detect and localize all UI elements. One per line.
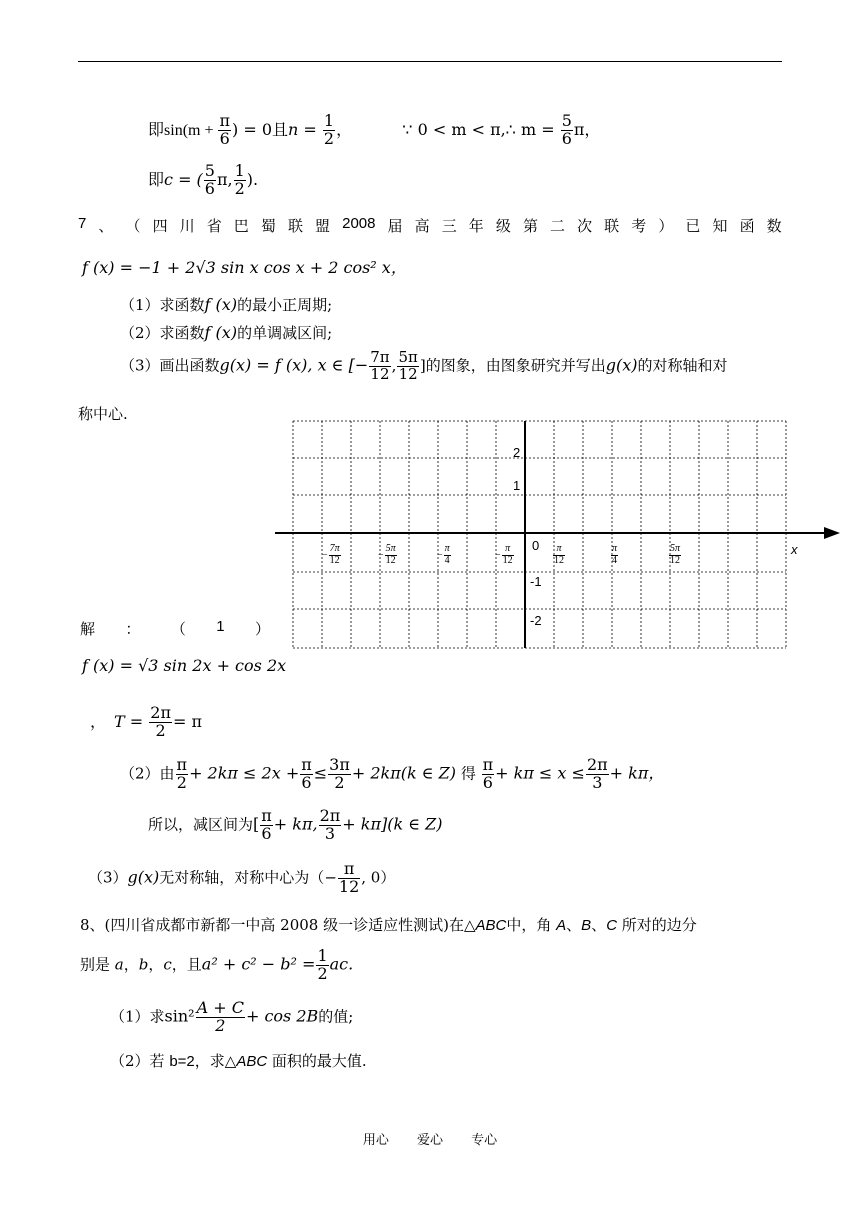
q7-heading-char: 已 <box>685 218 701 235</box>
q8-line2: 别是 a，b，c，且a² + c² − b² = $\frac{1}{2}$ ac. <box>80 946 354 983</box>
q8-part1: （1）求sin² $\frac{A + C}{2}$ + cos 2B的值; <box>110 998 354 1035</box>
x-tick-label: − $\frac{7\pi}{12}$ <box>322 543 340 566</box>
q7-heading-char: 级 <box>495 218 511 235</box>
y-label-2: 2 <box>513 445 521 460</box>
q7-heading-char: 省 <box>206 218 222 235</box>
grid-svg <box>270 418 850 653</box>
solution-heading <box>80 618 270 639</box>
q7-heading <box>78 215 782 236</box>
q7-function: f (x) = −1 + 2√3 sin x cos x + 2 cos² x， <box>82 258 407 277</box>
q7-heading-char: 7 <box>78 215 87 232</box>
page-footer <box>0 1129 860 1148</box>
q7-heading-char: 年 <box>468 218 484 235</box>
sol1-period: ， T = $\frac{2\pi}{2}$ = π <box>90 703 202 740</box>
footer-item: 爱心 <box>416 1133 443 1148</box>
solution-heading-char: ） <box>254 621 270 638</box>
x-axis-label: x <box>791 542 798 557</box>
x-tick-label: $\frac{\pi}{4}$ <box>612 543 618 566</box>
q7-heading-char: 巴 <box>233 218 249 235</box>
q7-heading-char: 盟 <box>315 218 331 235</box>
sol3: （3）g(x)无对称轴，对称中心为（− $\frac{\pi}{12}$ , 0） <box>88 859 396 896</box>
coordinate-grid <box>270 418 850 653</box>
q7-heading-char: 、 <box>98 218 114 235</box>
q7-heading-char: 联 <box>287 218 303 235</box>
x-tick-label: − $\frac{\pi}{12}$ <box>495 543 513 566</box>
q7-heading-char: （ <box>125 218 141 235</box>
y-label-neg2: -2 <box>530 613 542 628</box>
x-tick-label: − $\frac{5\pi}{12}$ <box>378 543 396 566</box>
solution-heading-char: 1 <box>216 618 225 635</box>
q7-heading-char: ） <box>658 218 674 235</box>
sol1-f: f (x) = √3 sin 2x + cos 2x <box>82 656 287 675</box>
q7-heading-char: 蜀 <box>260 218 276 235</box>
q7-part1: （1）求函数f (x)的最小正周期; <box>120 295 333 314</box>
y-label-neg1: -1 <box>530 574 542 589</box>
sol2-line1: （2）由 $\frac{\pi}{2}$ + 2kπ ≤ 2x + $\frac{\pi}{6}$ ≤ $\frac{3\pi}{2}$ + 2kπ(k ∈ Z) 得 $\frac{\pi}{6}$ + kπ ≤ x ≤ $\frac{2\pi}{3}$ + kπ， <box>120 755 665 792</box>
q7-heading-char: 三 <box>441 218 457 235</box>
q7-heading-char: 知 <box>712 218 728 235</box>
x-tick-label: − $\frac{\pi}{4}$ <box>437 543 450 566</box>
continuation-line-1: 即sin(m + $\frac{\pi}{6}$ ) = 0且n = $\frac{1}{2}$ ， ∵ 0 < m < π,∴ m = $\frac{5}{6}$ π， <box>148 111 601 148</box>
header-rule <box>78 61 782 62</box>
continuation-line-2: 即c = ( $\frac{5}{6}$ π, $\frac{1}{2}$ ). <box>148 161 259 198</box>
q7-part2: （2）求函数f (x)的单调减区间; <box>120 323 333 342</box>
q7-heading-char: 联 <box>604 218 620 235</box>
solution-heading-char: ： <box>125 621 141 638</box>
q7-heading-char: 考 <box>631 218 647 235</box>
y-label-0: 0 <box>532 538 540 553</box>
q7-heading-char: 函 <box>739 218 755 235</box>
solution-heading-char: 解 <box>80 621 96 638</box>
q7-heading-char: 四 <box>152 218 168 235</box>
solution-heading-char: （ <box>170 621 186 638</box>
footer-item: 专心 <box>471 1133 498 1148</box>
x-tick-label: $\frac{5\pi}{12}$ <box>670 543 681 566</box>
q8-line1: 8、(四川省成都市新都一中高 2008 级一诊适应性测试)在△ABC中，角 A、B、C 所对的边分 <box>80 916 697 934</box>
q7-part3-line2: 称中心. <box>78 405 128 423</box>
x-tick-label: $\frac{\pi}{12}$ <box>554 543 564 566</box>
q7-heading-char: 第 <box>522 218 538 235</box>
q7-heading-char: 川 <box>179 218 195 235</box>
q7-heading-char: 届 <box>387 218 403 235</box>
y-label-1: 1 <box>513 478 521 493</box>
x-axis-arrow-icon <box>824 527 840 539</box>
q7-heading-char: 2008 <box>342 215 376 232</box>
q7-heading-char: 高 <box>414 218 430 235</box>
q8-part2: （2）若 b=2，求△ABC 面积的最大值. <box>110 1052 367 1070</box>
q7-heading-char: 次 <box>577 218 593 235</box>
q7-heading-char: 数 <box>766 218 782 235</box>
footer-item: 用心 <box>362 1133 389 1148</box>
q7-part3: （3）画出函数g(x) = f (x), x ∈ [− $\frac{7\pi}{12}$ , $\frac{5\pi}{12}$ ]的图象，由图象研究并写出g(x)的对称轴和对 <box>120 348 728 383</box>
sol2-line2: 所以，减区间为[ $\frac{\pi}{6}$ + kπ, $\frac{2\pi}{3}$ + kπ](k ∈ Z) <box>148 806 443 843</box>
q7-heading-char: 二 <box>550 218 566 235</box>
